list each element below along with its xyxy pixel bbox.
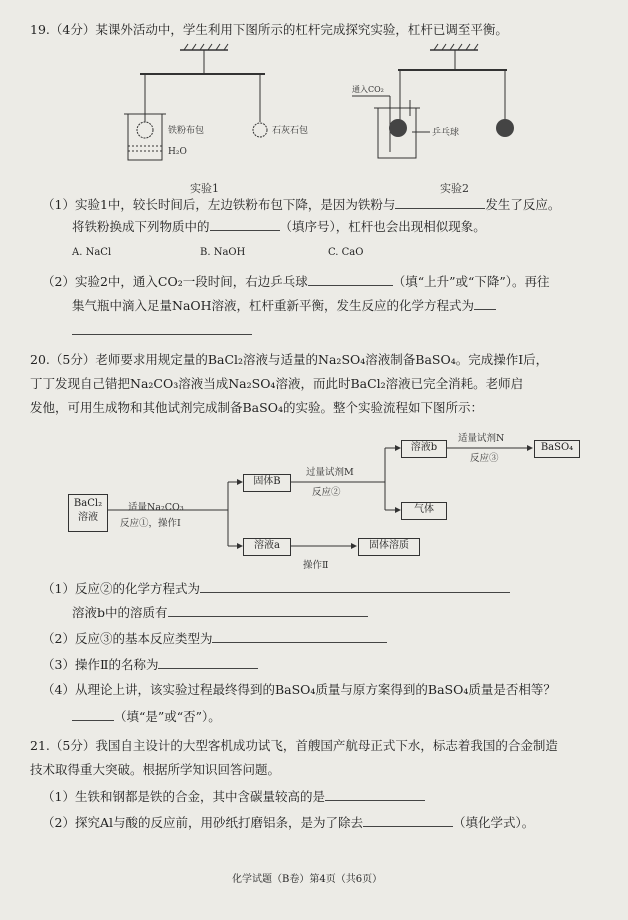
exp2-label-co2: 通入CO₂ (352, 85, 384, 94)
q19-p1a: （1）实验1中，较长时间后，左边铁粉布包下降，是因为铁粉与 发生了反应。 (42, 197, 561, 212)
exp1-caption: 实验1 (190, 182, 219, 195)
flow-arrow2-bottom: 反应② (312, 487, 341, 498)
q19-p2c (72, 322, 252, 339)
flow-box-baso4: BaSO₄ (534, 440, 580, 458)
q21-line1: 21.（5分）我国自主设计的大型客机成功试飞，首艘国产航母正式下水，标志着我国的合金制造 (30, 738, 558, 753)
q21-line2: 技术取得重大突破。根据所学知识回答问题。 (30, 762, 281, 777)
q19-title: 19.（4分）某课外活动中，学生利用下图所示的杠杆完成探究实验，杠杆已调至平衡。 (30, 22, 508, 37)
flow-arrow3-bottom: 反应③ (470, 453, 499, 464)
exp1-apparatus (124, 44, 267, 160)
q20-q1a: （1）反应②的化学方程式为 (42, 580, 510, 597)
q20-q2: （2）反应③的基本反应类型为 (42, 630, 387, 647)
q20-line1: 20.（5分）老师要求用规定量的BaCl₂溶液与适量的Na₂SO₄溶液制备BaSO₄。完成操作Ⅰ后， (30, 352, 549, 367)
q20-q1b: 溶液b中的溶质有 (72, 604, 368, 621)
q21-q1: （1）生铁和钢都是铁的合金，其中含碳量较高的是 (42, 788, 425, 805)
flow-arrow2-top: 过量试剂M (306, 467, 354, 478)
page-footer: 化学试题（B卷）第4页（共6页） (232, 874, 383, 885)
q20-q3: （3）操作Ⅱ的名称为 (42, 656, 258, 673)
exp1-label-water: H₂O (168, 147, 187, 157)
flow-box-solid-solute: 固体溶质 (358, 538, 420, 556)
q19-p2b: 集气瓶中滴入足量NaOH溶液，杠杆重新平衡，发生反应的化学方程式为 (72, 297, 496, 314)
exp1-label-stone: 石灰石包 (272, 126, 309, 136)
flow-box-solid-b: 固体B (243, 474, 291, 492)
option-b: B. NaOH (200, 247, 246, 258)
q19-p2a: （2）实验2中，通入CO₂一段时间，右边乒乓球 （填“上升”或“下降”）。再往 (42, 274, 550, 289)
flow-box-solution-b: 溶液b (401, 440, 447, 458)
option-c: C. CaO (328, 247, 364, 258)
flow-arrow1-bottom: 反应①，操作Ⅰ (120, 518, 181, 529)
exp2-caption: 实验2 (440, 182, 469, 195)
q20-line3: 发他，可用生成物和其他试剂完成制备BaSO₄的实验。整个实验流程如下图所示： (30, 400, 483, 415)
q20-q4b: （填“是”或“否”）。 (72, 708, 221, 725)
q20-q4a: （4）从理论上讲，该实验过程最终得到的BaSO₄质量与原方案得到的BaSO₄质量是否相等？ (42, 682, 556, 697)
q19-options (72, 245, 363, 261)
exp1-label-iron: 铁粉布包 (168, 126, 205, 136)
flow-box-gas: 气体 (401, 502, 447, 520)
flow-op2-label: 操作Ⅱ (303, 560, 329, 571)
flow-box-bacl2: BaCl₂溶液 (68, 494, 108, 532)
flow-arrow3-top: 适量试剂N (458, 433, 505, 444)
q21-q2: （2）探究Al与酸的反应前，用砂纸打磨铝条，是为了除去 （填化学式）。 (42, 815, 535, 830)
q20-line2: 丁丁发现自己错把Na₂CO₃溶液当成Na₂SO₄溶液，而此时BaCl₂溶液已完全消耗。老师启 (30, 376, 524, 391)
exp2-apparatus (352, 44, 514, 158)
q19-p1b: 将铁粉换成下列物质中的 （填序号），杠杆也会出现相似现象。 (72, 219, 486, 234)
flow-box-solution-a: 溶液a (243, 538, 291, 556)
option-a: A. NaCl (72, 247, 112, 258)
exp2-label-ball: 乒乓球 (432, 128, 460, 138)
flow-arrow1-top: 适量Na₂CO₃ (128, 502, 184, 513)
